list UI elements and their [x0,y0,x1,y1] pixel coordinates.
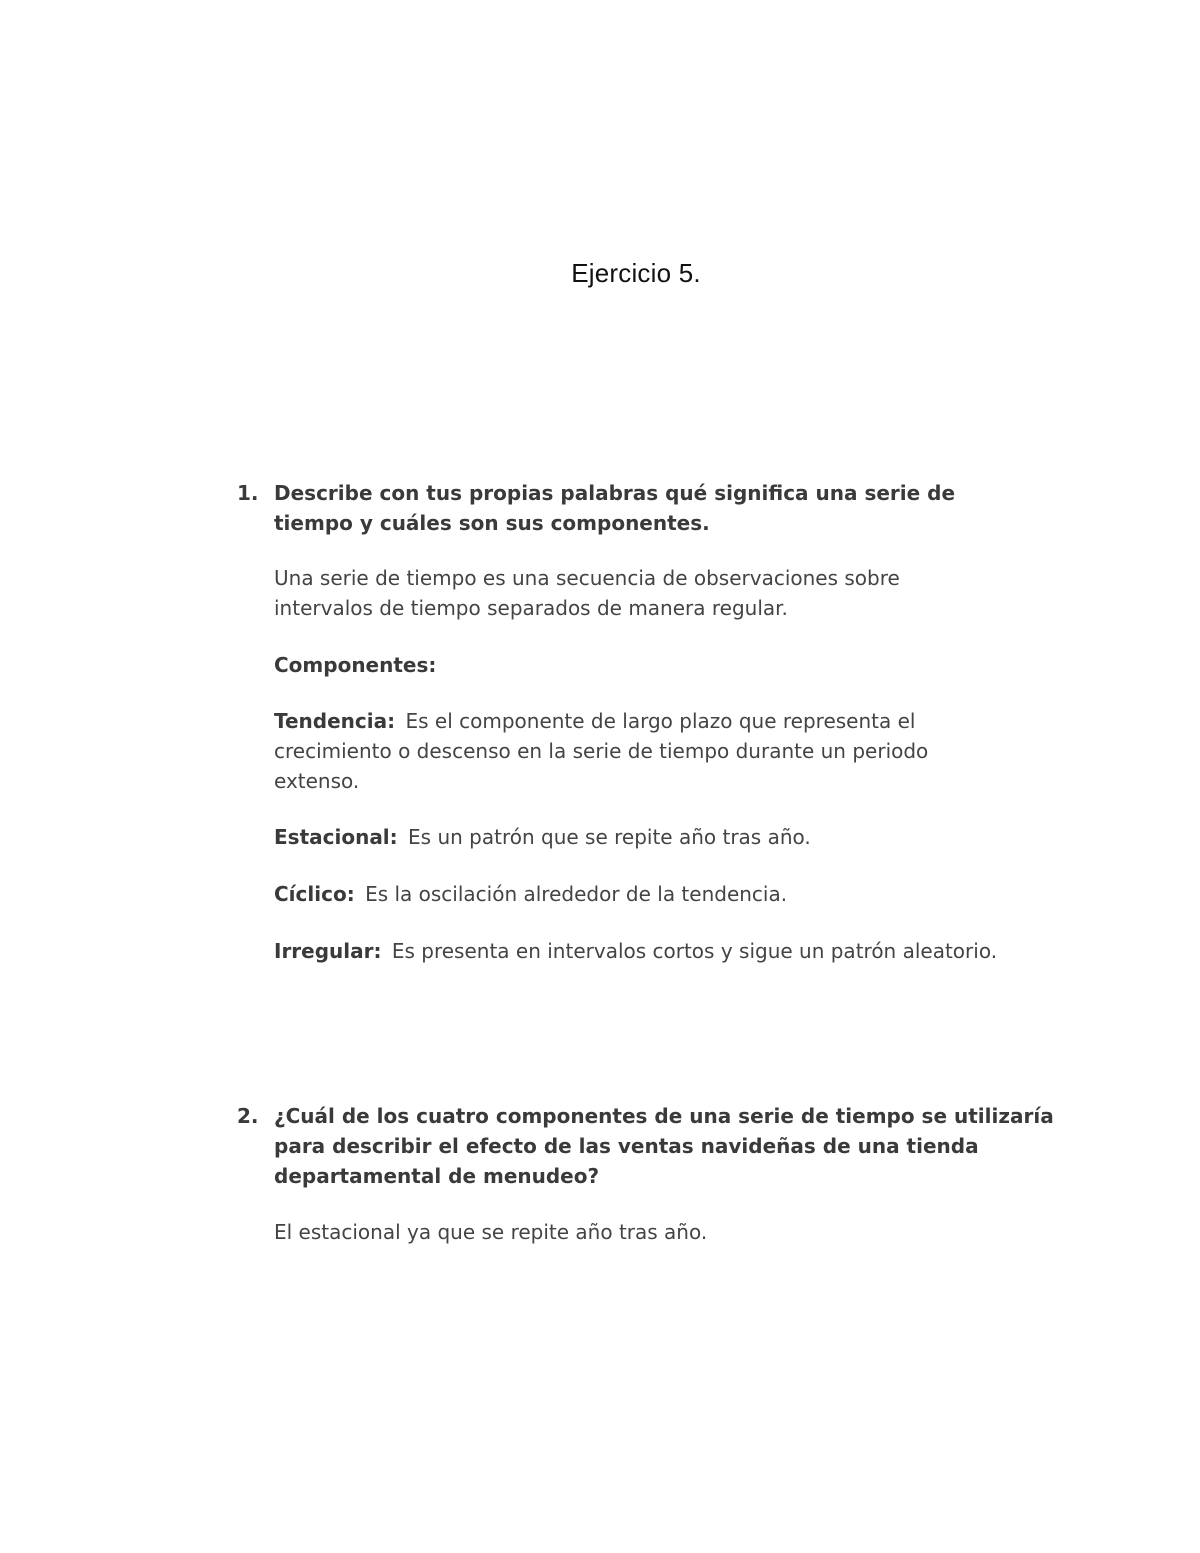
question-1-text: Describe con tus propias palabras qué significa una serie de tiempo y cuáles son sus componentes. [274,481,956,535]
question-2-number: 2. [237,1104,259,1128]
question-2-answer: El estacional ya que se repite año tras año. [274,1220,708,1244]
component-text: Es la oscilación alrededor de la tendencia. [365,882,788,906]
question-2-text: ¿Cuál de los cuatro componentes de una serie de tiempo se utilizaría para describir el efecto de las ventas navideñas de una tienda departamental de menudeo? [274,1104,1054,1188]
component-tendencia [274,706,964,796]
component-label: Irregular: [274,939,382,963]
question-1-answer: Una serie de tiempo es una secuencia de observaciones sobre intervalos de tiempo separados de manera regular. [274,566,900,620]
component-text: Es el componente de largo plazo que representa el crecimiento o descenso en la serie de tiempo durante un periodo extenso. [274,709,929,793]
component-label: Estacional: [274,825,398,849]
component-estacional [274,822,1044,852]
component-irregular [274,936,1074,966]
component-text: Es un patrón que se repite año tras año. [408,825,811,849]
components-heading: Componentes: [274,653,437,677]
component-ciclico [274,879,1044,909]
question-1-number: 1. [237,481,259,505]
component-label: Tendencia: [274,709,396,733]
component-label: Cíclico: [274,882,355,906]
component-text: Es presenta en intervalos cortos y sigue un patrón aleatorio. [391,939,998,963]
page-title: Ejercicio 5. [571,258,701,288]
